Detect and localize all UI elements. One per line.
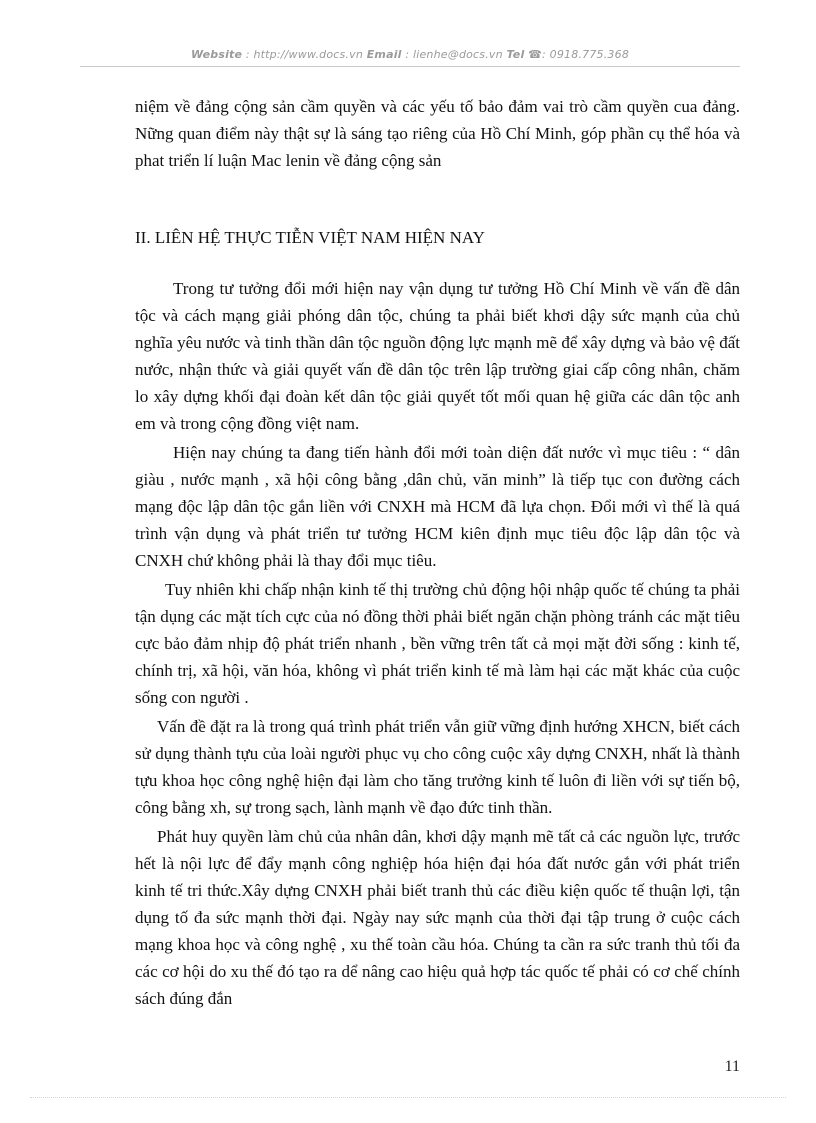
intro-paragraph: niệm về đảng cộng sản cầm quyền và các yếu tố bảo đảm vai trò cầm quyền cua đảng. Nững quan điểm này thật sự là sáng tạo riêng của Hồ Chí Minh, góp phần cụ thể hóa và phat triển lí luận Mac lenin về đảng cộng sản: [135, 97, 740, 170]
paragraph-2: Hiện nay chúng ta đang tiến hành đổi mới toàn diện đất nước vì mục tiêu : “ dân giàu , nước mạnh , xã hội công bằng ,dân chủ, văn minh” là tiếp tục con đường cách mạng độc lập dân tộc gắn liền với CNXH mà HCM đã lựa chọn. Đổi mới vì thế là quá trình vận dụng và phát triển tư tưởng HCM kiên định mục tiêu độc lập dân tộc và CNXH chứ không phải là thay đổi mục tiêu.: [135, 443, 740, 570]
tel-number: : 0918.775.368: [542, 48, 630, 61]
phone-icon: ☎: [528, 48, 543, 61]
site-header: [80, 48, 740, 61]
footer-divider: [30, 1097, 786, 1098]
paragraph-4: Vấn đề đặt ra là trong quá trình phát triển vẫn giữ vững định hướng XHCN, biết cách sử dụng thành tựu của loài người phục vụ cho công cuộc xây dựng CNXH, nhất là thành tựu khoa học công nghệ hiện đại làm cho tăng trưởng kinh tế luôn đi liền với sự tiến bộ, công bằng xh, sự trong sạch, lành mạnh về đạo đức tinh thần.: [135, 717, 740, 817]
website-url[interactable]: : http://www.docs.vn: [242, 48, 367, 61]
header-divider: [80, 66, 740, 67]
paragraph-3: Tuy nhiên khi chấp nhận kinh tế thị trường chủ động hội nhập quốc tế chúng ta phải tận dụng các mặt tích cực của nó đồng thời phải biết ngăn chặn phòng tránh các mặt tiêu cực bảo đảm nhịp độ phát triển nhanh , bền vững trên tất cả mọi mặt đời sống : kinh tế, chính trị, xã hội, văn hóa, không vì phát triển kinh tế mà làm hại các mặt khác của cuộc sống con người .: [135, 580, 740, 707]
paragraph-5: Phát huy quyền làm chủ của nhân dân, khơi dậy mạnh mẽ tất cả các nguồn lực, trước hết là nội lực để đẩy mạnh công nghiệp hóa hiện đại hóa đất nước gắn với phát triển kinh tế tri thức.Xây dựng CNXH phải biết tranh thủ các điều kiện quốc tế thuận lợi, tận dụng tố đa sức mạnh thời đại. Ngày nay sức mạnh của thời đại tập trung ở cuộc cách mạng khoa học và công nghệ , xu thế toàn cầu hóa. Chúng ta cần ra sức tranh thủ tối đa các cơ hội do xu thế đó tạo ra dể nâng cao hiệu quả hợp tác quốc tế phải có cơ chế chính sách đúng đắn: [135, 827, 740, 1008]
page-number: 11: [724, 1058, 740, 1075]
email-address[interactable]: : lienhe@docs.vn: [401, 48, 507, 61]
email-label: Email: [366, 48, 402, 61]
website-label: Website: [190, 48, 243, 61]
section-heading: II. LIÊN HỆ THỰC TIỄN VIỆT NAM HIỆN NAY: [135, 228, 485, 247]
body-content: [135, 275, 740, 1014]
tel-label: Tel: [506, 48, 525, 61]
paragraph-1: Trong tư tưởng đổi mới hiện nay vận dụng tư tưởng Hồ Chí Minh về vấn đề dân tộc và cách mạng giải phóng dân tộc, chúng ta phải biết khơi dậy sức mạnh của chủ nghĩa yêu nước và tinh thần dân tộc nguồn động lực mạnh mẽ để xây dựng và bảo vệ đất nước, nhận thức và giải quyết vấn đề dân tộc trên lập trường giai cấp công nhân, chăm lo xây dựng khối đại đoàn kết dân tộc giải quyết tốt mối quan hệ giữa các dân tộc anh em và trong cộng đồng việt nam.: [135, 279, 740, 433]
